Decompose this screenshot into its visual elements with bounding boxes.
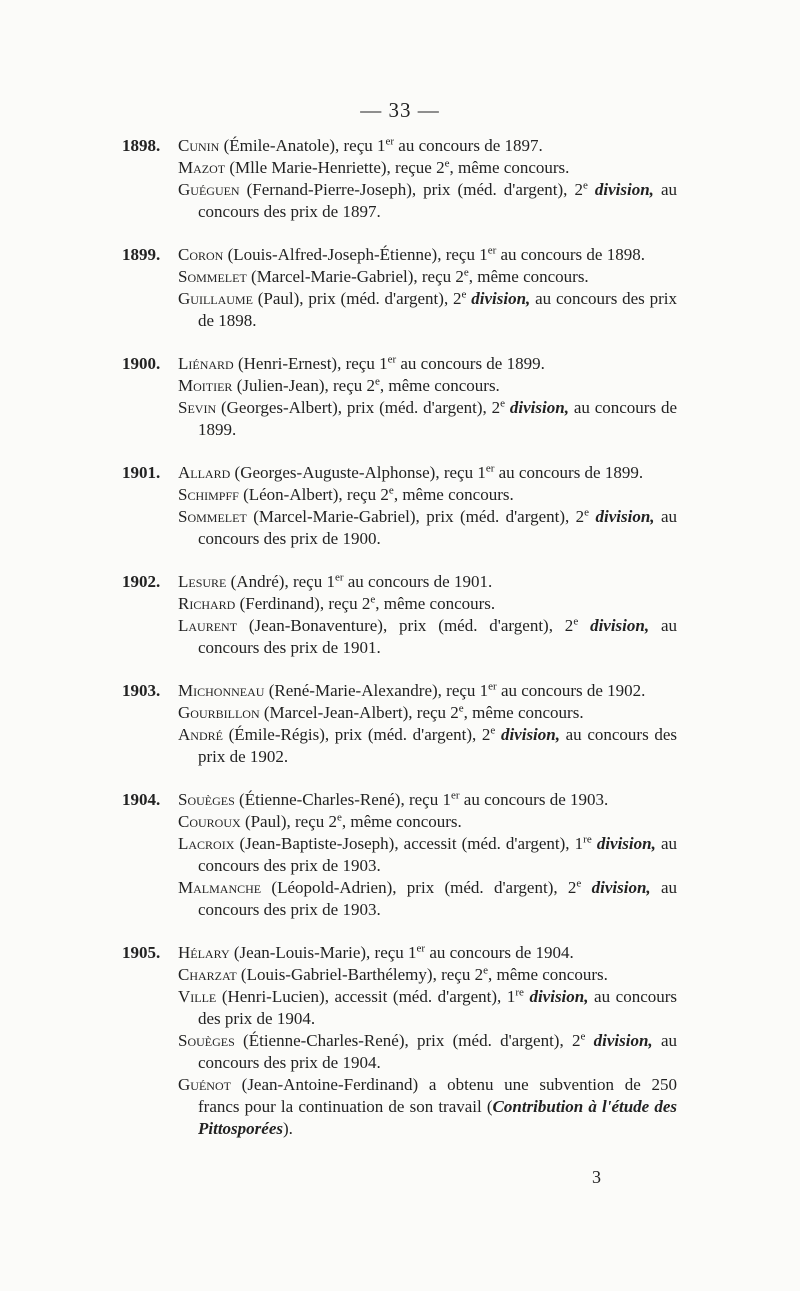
entry-text: (Émile-Régis), prix (méd. d'argent), 2: [222, 725, 491, 744]
year-block: [122, 571, 677, 659]
rank-superscript: re: [515, 986, 524, 999]
entry-text: (Étienne-Charles-René), reçu 1: [234, 790, 451, 809]
italic-text: division,: [529, 987, 589, 1006]
rank-superscript: er: [334, 571, 344, 584]
entry-after: ).: [283, 1119, 293, 1138]
laureate-entry: [122, 724, 677, 768]
laureate-name: Gourbillon: [178, 703, 260, 722]
laureate-entry: [122, 157, 677, 179]
laureate-entry: [122, 244, 677, 266]
year-label: 1898.: [122, 136, 161, 155]
laureate-name: Liénard: [178, 354, 234, 373]
entry-text: (Jean-Antoine-Ferdinand) a obtenu une subvention de 250 francs pour la continuation de son travail (: [198, 1075, 677, 1116]
entry-text: (Marcel-Jean-Albert), reçu 2: [259, 703, 459, 722]
entry-tail: , même concours.: [463, 703, 584, 722]
signature-mark: 3: [592, 1167, 601, 1187]
laureate-name: Allard: [178, 463, 231, 482]
rank-superscript: e: [370, 593, 376, 606]
rank-superscript: e: [461, 288, 467, 301]
entry-text: (Georges-Auguste-Alphonse), reçu 1: [230, 463, 486, 482]
italic-text: division,: [509, 398, 569, 417]
laureate-entry: [122, 484, 677, 506]
rank-superscript: e: [582, 179, 588, 192]
prize-list: [122, 135, 677, 1161]
rank-superscript: e: [576, 877, 582, 890]
year-label: 1902.: [122, 572, 161, 591]
rank-superscript: e: [584, 506, 590, 519]
rank-superscript: e: [483, 964, 488, 977]
laureate-name: Coron: [178, 245, 224, 264]
rank-superscript: e: [500, 397, 506, 410]
laureate-name: Guénot: [178, 1075, 231, 1094]
rank-superscript: er: [416, 942, 426, 955]
entry-text: (Léon-Albert), reçu 2: [238, 485, 389, 504]
laureate-entry: [122, 1074, 677, 1140]
laureate-name: Richard: [178, 594, 236, 613]
laureate-name: Hélary: [178, 943, 230, 962]
laureate-name: Mazot: [178, 158, 226, 177]
laureate-entry: [122, 288, 677, 332]
year-label: 1899.: [122, 245, 161, 264]
laureate-entry: [122, 462, 677, 484]
year-label: 1901.: [122, 463, 161, 482]
entry-text: (Étienne-Charles-René), prix (méd. d'argent), 2: [234, 1031, 581, 1050]
rank-superscript: e: [490, 724, 496, 737]
rank-superscript: e: [580, 1030, 586, 1043]
entry-after: au concours des prix de 1897.: [198, 180, 677, 221]
laureate-entry: [122, 179, 677, 223]
laureate-entry: [122, 593, 677, 615]
laureate-entry: [122, 266, 677, 288]
entry-text: (Émile-Anatole), reçu 1: [219, 136, 386, 155]
entry-after: au concours des prix de 1904.: [198, 987, 678, 1028]
entry-text: (André), reçu 1: [226, 572, 335, 591]
entry-after: au concours des prix de 1898.: [198, 289, 677, 330]
rank-superscript: er: [387, 353, 397, 366]
rank-superscript: er: [488, 680, 497, 693]
year-block: [122, 789, 677, 921]
entry-tail: [578, 616, 590, 635]
laureate-name: André: [178, 725, 223, 744]
entry-text: (Henri-Lucien), accessit (méd. d'argent), 1: [216, 987, 516, 1006]
rank-superscript: e: [463, 266, 469, 279]
italic-text: division,: [596, 834, 656, 853]
laureate-entry: [122, 375, 677, 397]
italic-text: division,: [471, 289, 531, 308]
entry-text: (Mlle Marie-Henriette), reçue 2: [225, 158, 445, 177]
rank-superscript: er: [487, 244, 497, 257]
page-number: — 33 —: [360, 98, 440, 122]
italic-text: division,: [595, 507, 655, 526]
rank-superscript: e: [375, 375, 380, 388]
laureate-name: Guillaume: [178, 289, 253, 308]
entry-tail: [581, 878, 591, 897]
laureate-entry: [122, 789, 677, 811]
italic-text: division,: [591, 878, 651, 897]
entry-text: (Paul), reçu 2: [240, 812, 337, 831]
italic-text: division,: [593, 1031, 653, 1050]
entry-tail: , même concours.: [449, 158, 570, 177]
laureate-name: Guéguen: [178, 180, 240, 199]
entry-tail: au concours de 1899.: [494, 463, 644, 482]
entry-tail: , même concours.: [379, 376, 500, 395]
entry-tail: , même concours.: [393, 485, 514, 504]
laureate-name: Michonneau: [178, 681, 265, 700]
laureate-entry: [122, 571, 677, 593]
year-block: [122, 680, 677, 768]
entry-after: au concours des prix de 1903.: [198, 834, 678, 875]
entry-text: (Marcel-Marie-Gabriel), reçu 2: [246, 267, 464, 286]
entry-text: (Jean-Louis-Marie), reçu 1: [229, 943, 417, 962]
entry-text: (Jean-Bonaventure), prix (méd. d'argent), 2: [237, 616, 574, 635]
year-block: [122, 135, 677, 223]
entry-text: (Paul), prix (méd. d'argent), 2: [252, 289, 462, 308]
italic-text: division,: [500, 725, 560, 744]
laureate-entry: [122, 702, 677, 724]
laureate-name: Cunin: [178, 136, 220, 155]
entry-tail: au concours de 1897.: [394, 136, 543, 155]
laureate-entry: [122, 506, 677, 550]
entry-tail: [588, 180, 595, 199]
year-block: [122, 462, 677, 550]
rank-superscript: e: [444, 157, 450, 170]
entry-text: (Léopold-Adrien), prix (méd. d'argent), 2: [261, 878, 577, 897]
entry-text: (Marcel-Marie-Gabriel), prix (méd. d'argent), 2: [246, 507, 585, 526]
laureate-name: Souèges: [178, 1031, 235, 1050]
laureate-entry: [122, 811, 677, 833]
laureate-name: Laurent: [178, 616, 238, 635]
entry-text: (Jean-Baptiste-Joseph), accessit (méd. d'argent), 1: [234, 834, 584, 853]
entry-after: au concours des prix de 1902.: [198, 725, 677, 766]
laureate-name: Souèges: [178, 790, 235, 809]
laureate-entry: [122, 877, 677, 921]
entry-tail: au concours de 1903.: [459, 790, 609, 809]
year-label: 1903.: [122, 681, 161, 700]
entry-tail: au concours de 1904.: [425, 943, 574, 962]
laureate-entry: [122, 942, 677, 964]
entry-tail: au concours de 1899.: [396, 354, 545, 373]
laureate-entry: [122, 680, 677, 702]
laureate-name: Malmanche: [178, 878, 262, 897]
laureate-name: Schimpff: [178, 485, 239, 504]
entry-text: (Henri-Ernest), reçu 1: [233, 354, 388, 373]
entry-text: (Fernand-Pierre-Joseph), prix (méd. d'argent), 2: [239, 180, 583, 199]
laureate-name: Ville: [178, 987, 217, 1006]
laureate-entry: [122, 833, 677, 877]
year-block: [122, 353, 677, 441]
entry-tail: au concours de 1902.: [496, 681, 646, 700]
entry-text: (Georges-Albert), prix (méd. d'argent), 2: [216, 398, 501, 417]
entry-text: (Louis-Alfred-Joseph-Étienne), reçu 1: [223, 245, 488, 264]
entry-after: au concours de 1899.: [198, 398, 677, 439]
laureate-name: Moitier: [178, 376, 233, 395]
rank-superscript: e: [388, 484, 394, 497]
year-block: [122, 942, 677, 1140]
laureate-name: Couroux: [178, 812, 241, 831]
laureate-name: Lacroix: [178, 834, 235, 853]
entry-after: au concours des prix de 1903.: [198, 878, 677, 919]
entry-after: au concours des prix de 1900.: [198, 507, 677, 548]
entry-tail: , même concours.: [375, 594, 496, 613]
laureate-entry: [122, 135, 677, 157]
entry-text: (René-Marie-Alexandre), reçu 1: [264, 681, 489, 700]
italic-text: division,: [590, 616, 650, 635]
entry-after: au concours des prix de 1904.: [198, 1031, 677, 1072]
rank-superscript: er: [450, 789, 460, 802]
rank-superscript: e: [458, 702, 464, 715]
laureate-entry: [122, 986, 677, 1030]
entry-after: au concours des prix de 1901.: [198, 616, 678, 657]
entry-tail: au concours de 1901.: [343, 572, 493, 591]
italic-text: division,: [594, 180, 654, 199]
laureate-entry: [122, 1030, 677, 1074]
year-label: 1900.: [122, 354, 161, 373]
rank-superscript: e: [337, 811, 342, 824]
entry-tail: , même concours.: [341, 812, 462, 831]
laureate-entry: [122, 615, 677, 659]
entry-tail: [585, 1031, 593, 1050]
year-label: 1905.: [122, 943, 161, 962]
entry-tail: , même concours.: [468, 267, 589, 286]
year-block: [122, 244, 677, 332]
entry-tail: au concours de 1898.: [496, 245, 645, 264]
laureate-name: Sommelet: [178, 507, 247, 526]
rank-superscript: e: [573, 615, 579, 628]
laureate-name: Sommelet: [178, 267, 247, 286]
laureate-entry: [122, 397, 677, 441]
rank-superscript: er: [485, 462, 495, 475]
entry-text: (Louis-Gabriel-Barthélemy), reçu 2: [236, 965, 484, 984]
laureate-entry: [122, 964, 677, 986]
year-label: 1904.: [122, 790, 161, 809]
laureate-name: Lesure: [178, 572, 227, 591]
laureate-entry: [122, 353, 677, 375]
entry-text: (Ferdinand), reçu 2: [235, 594, 371, 613]
laureate-name: Charzat: [178, 965, 237, 984]
laureate-name: Sevin: [178, 398, 217, 417]
rank-superscript: er: [385, 135, 395, 148]
rank-superscript: re: [583, 833, 592, 846]
italic-text: Contribution à l'étude des Pittosporées: [198, 1097, 677, 1138]
entry-text: (Julien-Jean), reçu 2: [232, 376, 376, 395]
entry-tail: , même concours.: [487, 965, 608, 984]
